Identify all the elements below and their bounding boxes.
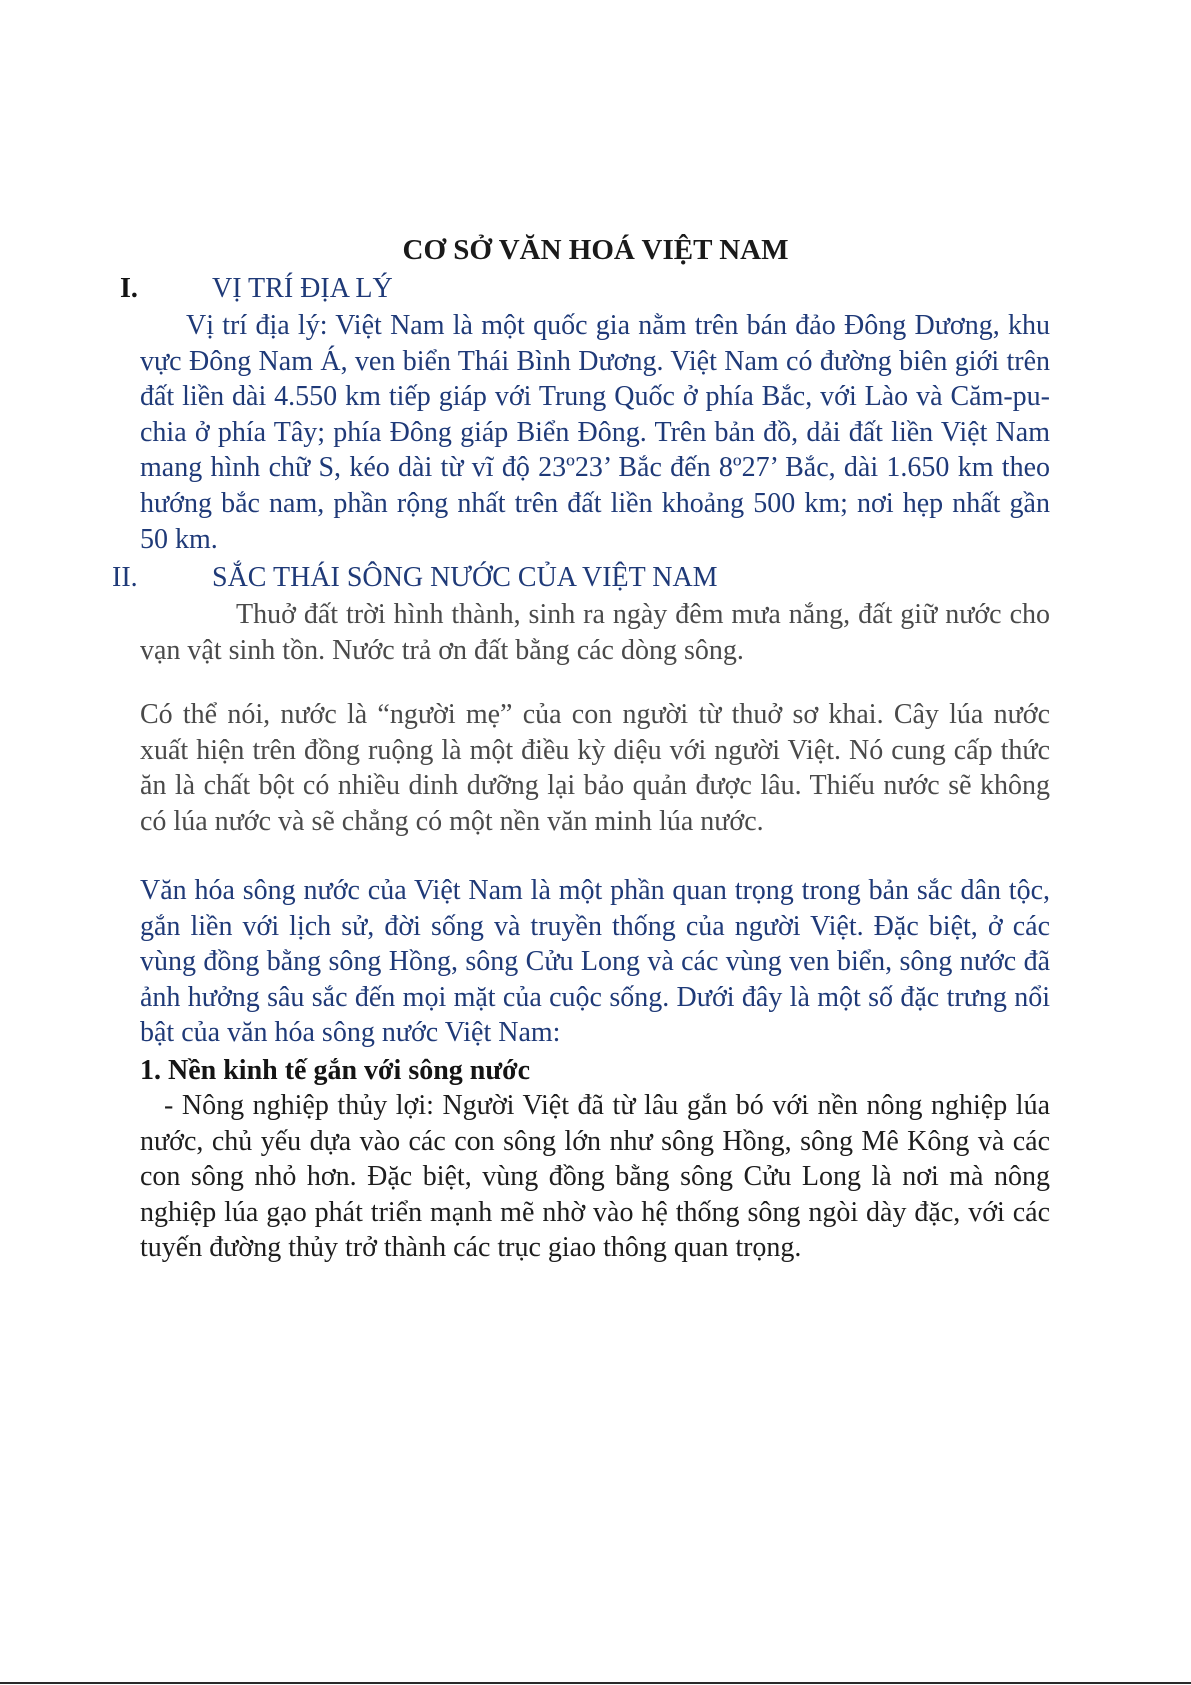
section-title-2: SẮC THÁI SÔNG NƯỚC CỦA VIỆT NAM <box>212 562 718 593</box>
river-culture-paragraph: Văn hóa sông nước của Việt Nam là một phần quan trọng trong bản sắc dân tộc, gắn liền với lịch sử, đời sống và truyền thống của người Việt. Đặc biệt, ở các vùng đồng bằng sông Hồng, sông Cửu Long và các vùng ven biển, sông nước đã ảnh hưởng sâu sắc đến mọi mặt của cuộc sống. Dưới đây là một số đặc trưng nổi bật của văn hóa sông nước Việt Nam: <box>140 875 1050 1049</box>
subheading-economy: 1. Nền kinh tế gắn với sông nước <box>140 1055 531 1086</box>
section-heading-1 <box>120 272 393 306</box>
section-number-1: I. <box>120 273 138 304</box>
mother-water-paragraph: Có thể nói, nước là “người mẹ” của con người từ thuở sơ khai. Cây lúa nước xuất hiện trên đồng ruộng là một điều kỳ diệu với người Việt. Nó cung cấp thức ăn là chất bột có nhiều dinh dưỡng lại bảo quản được lâu. Thiếu nước sẽ không có lúa nước và sẽ chẳng có một nền văn minh lúa nước. <box>140 699 1050 837</box>
page-bottom-rule <box>0 1682 1191 1684</box>
geography-paragraph: Vị trí địa lý: Việt Nam là một quốc gia nằm trên bán đảo Đông Dương, khu vực Đông Nam Á, ven biển Thái Bình Dương. Việt Nam có đường biên giới trên đất liền dài 4.550 km tiếp giáp với Trung Quốc ở phía Bắc, với Lào và Căm-pu-chia ở phía Tây; phía Đông giáp Biển Đông. Trên bản đồ, dải đất liền Việt Nam mang hình chữ S, kéo dài từ vĩ độ 23º23’ Bắc đến 8º27’ Bắc, dài 1.650 km theo hướng bắc nam, phần rộng nhất trên đất liền khoảng 500 km; nơi hẹp nhất gần 50 km. <box>140 310 1050 555</box>
section-number-2: II. <box>112 562 138 593</box>
section-heading-2 <box>112 561 718 595</box>
river-intro-paragraph: Thuở đất trời hình thành, sinh ra ngày đêm mưa nắng, đất giữ nước cho vạn vật sinh tồn. Nước trả ơn đất bằng các dòng sông. <box>140 599 1050 666</box>
section-title-1: VỊ TRÍ ĐỊA LÝ <box>212 273 393 304</box>
document-title: CƠ SỞ VĂN HOÁ VIỆT NAM <box>402 234 789 266</box>
agriculture-paragraph: - Nông nghiệp thủy lợi: Người Việt đã từ lâu gắn bó với nền nông nghiệp lúa nước, chủ yếu dựa vào các con sông lớn như sông Hồng, sông Mê Kông và các con sông nhỏ hơn. Đặc biệt, vùng đồng bằng sông Cửu Long là nơi mà nông nghiệp lúa gạo phát triển mạnh mẽ nhờ vào hệ thống sông ngòi dày đặc, với các tuyến đường thủy trở thành các trục giao thông quan trọng. <box>140 1090 1050 1264</box>
